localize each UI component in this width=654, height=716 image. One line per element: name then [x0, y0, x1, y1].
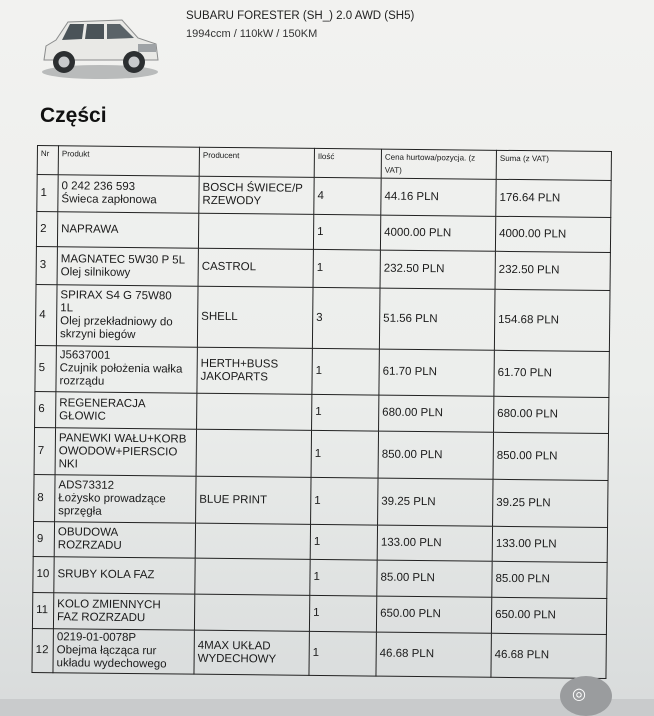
- row-producer: [195, 523, 310, 559]
- row-unit-price: 850.00 PLN: [378, 431, 493, 479]
- row-sum: 650.00 PLN: [491, 597, 606, 634]
- row-product: ADS73312 Łożysko prowadzące sprzęgła: [55, 475, 196, 523]
- row-nr: 10: [33, 556, 54, 592]
- lens-search-icon: ◎: [572, 686, 586, 703]
- row-sum: 61.70 PLN: [494, 350, 609, 397]
- row-product: OBUDOWA ROZRZADU: [54, 522, 195, 558]
- row-sum: 4000.00 PLN: [495, 216, 610, 252]
- table-row: [32, 628, 606, 678]
- header-product: Produkt: [58, 146, 199, 176]
- row-nr: 1: [37, 175, 58, 212]
- row-sum: 232.50 PLN: [495, 251, 610, 290]
- row-unit-price: 39.25 PLN: [378, 478, 493, 526]
- table-row: [35, 345, 609, 397]
- row-unit-price: 44.16 PLN: [381, 178, 496, 216]
- row-producer: BLUE PRINT: [196, 476, 311, 524]
- table-row: [35, 391, 609, 433]
- row-unit-price: 61.70 PLN: [379, 349, 494, 396]
- row-quantity: 1: [309, 595, 376, 632]
- row-sum: 680.00 PLN: [494, 396, 609, 433]
- row-producer: [196, 429, 311, 477]
- row-unit-price: 133.00 PLN: [377, 525, 492, 561]
- row-nr: 12: [32, 628, 53, 672]
- row-unit-price: 51.56 PLN: [379, 288, 495, 350]
- table-row: [33, 556, 607, 598]
- row-quantity: 4: [314, 177, 381, 215]
- row-product: REGENERACJA GŁOWIC: [56, 392, 197, 429]
- lens-button[interactable]: [560, 676, 612, 716]
- row-nr: 9: [33, 521, 54, 556]
- row-producer: 4MAX UKŁAD WYDECHOWY: [194, 630, 309, 675]
- header-unit-price: Cena hurtowa/pozycja. (z VAT): [381, 149, 496, 179]
- row-quantity: 1: [312, 348, 379, 395]
- row-product: PANEWKI WAŁU+KORB OWODOW+PIERSCIO NKI: [55, 428, 196, 476]
- row-quantity: 1: [313, 214, 380, 250]
- header-sum: Suma (z VAT): [496, 150, 611, 180]
- table-row: [34, 474, 608, 527]
- row-nr: 11: [32, 592, 53, 628]
- vehicle-spec: 1994ccm / 110kW / 150KM: [186, 28, 318, 40]
- row-product: KOLO ZMIENNYCH FAZ ROZRZADU: [53, 593, 194, 630]
- row-unit-price: 650.00 PLN: [376, 596, 491, 633]
- row-nr: 4: [35, 284, 57, 345]
- row-sum: 154.68 PLN: [494, 289, 610, 351]
- row-sum: 850.00 PLN: [493, 432, 608, 480]
- row-producer: [197, 393, 312, 430]
- row-producer: SHELL: [197, 286, 313, 348]
- row-unit-price: 46.68 PLN: [376, 632, 491, 677]
- table-row: [32, 592, 606, 634]
- row-quantity: 1: [311, 430, 378, 478]
- row-quantity: 1: [310, 559, 377, 596]
- table-row: [37, 175, 611, 218]
- row-product: MAGNATEC 5W30 P 5L Olej silnikowy: [57, 247, 198, 286]
- vehicle-title: SUBARU FORESTER (SH_) 2.0 AWD (SH5): [186, 10, 415, 22]
- row-producer: BOSCH ŚWIECE/P RZEWODY: [199, 176, 314, 214]
- row-nr: 5: [35, 345, 56, 391]
- row-sum: 39.25 PLN: [493, 479, 608, 527]
- row-producer: [198, 213, 313, 249]
- header-producer: Producent: [199, 147, 314, 177]
- row-unit-price: 680.00 PLN: [379, 395, 494, 432]
- table-row: [34, 427, 608, 480]
- header-nr: Nr: [37, 146, 58, 175]
- row-producer: [194, 594, 309, 631]
- row-producer: HERTH+BUSS JAKOPARTS: [197, 347, 312, 394]
- row-unit-price: 85.00 PLN: [377, 560, 492, 597]
- table-row: [36, 246, 610, 290]
- row-quantity: 1: [312, 394, 379, 431]
- row-sum: 176.64 PLN: [496, 179, 611, 217]
- row-quantity: 1: [311, 477, 378, 525]
- row-nr: 7: [34, 427, 55, 474]
- row-product: NAPRAWA: [57, 212, 198, 248]
- row-producer: [195, 558, 310, 595]
- row-product: J5637001 Czujnik położenia wałka rozrządu: [56, 346, 197, 393]
- row-nr: 2: [36, 212, 57, 247]
- row-nr: 8: [34, 474, 55, 521]
- header-quantity: Ilość: [314, 148, 381, 178]
- row-sum: 46.68 PLN: [491, 633, 606, 678]
- row-quantity: 3: [312, 287, 380, 349]
- row-nr: 3: [36, 246, 57, 284]
- row-sum: 133.00 PLN: [492, 526, 607, 562]
- parts-table: [31, 145, 611, 679]
- row-nr: 6: [35, 391, 56, 427]
- row-quantity: 1: [313, 249, 380, 288]
- row-unit-price: 232.50 PLN: [380, 250, 495, 289]
- table-row: [36, 212, 610, 253]
- row-producer: CASTROL: [198, 248, 313, 287]
- row-product: SRUBY KOLA FAZ: [54, 557, 195, 594]
- section-title: Części: [40, 104, 107, 127]
- row-quantity: 1: [309, 631, 376, 676]
- row-unit-price: 4000.00 PLN: [380, 215, 495, 251]
- row-product: 0 242 236 593 Świeca zapłonowa: [58, 175, 199, 213]
- car-photo: [38, 12, 162, 82]
- table-row: [33, 521, 607, 562]
- row-product: 0219-01-0078P Obejma łącząca rur układu wydechowego: [53, 629, 194, 674]
- row-sum: 85.00 PLN: [492, 561, 607, 598]
- row-quantity: 1: [310, 524, 377, 560]
- row-product: SPIRAX S4 G 75W80 1L Olej przekładniowy do skrzyni biegów: [56, 285, 198, 347]
- table-row: [35, 284, 610, 351]
